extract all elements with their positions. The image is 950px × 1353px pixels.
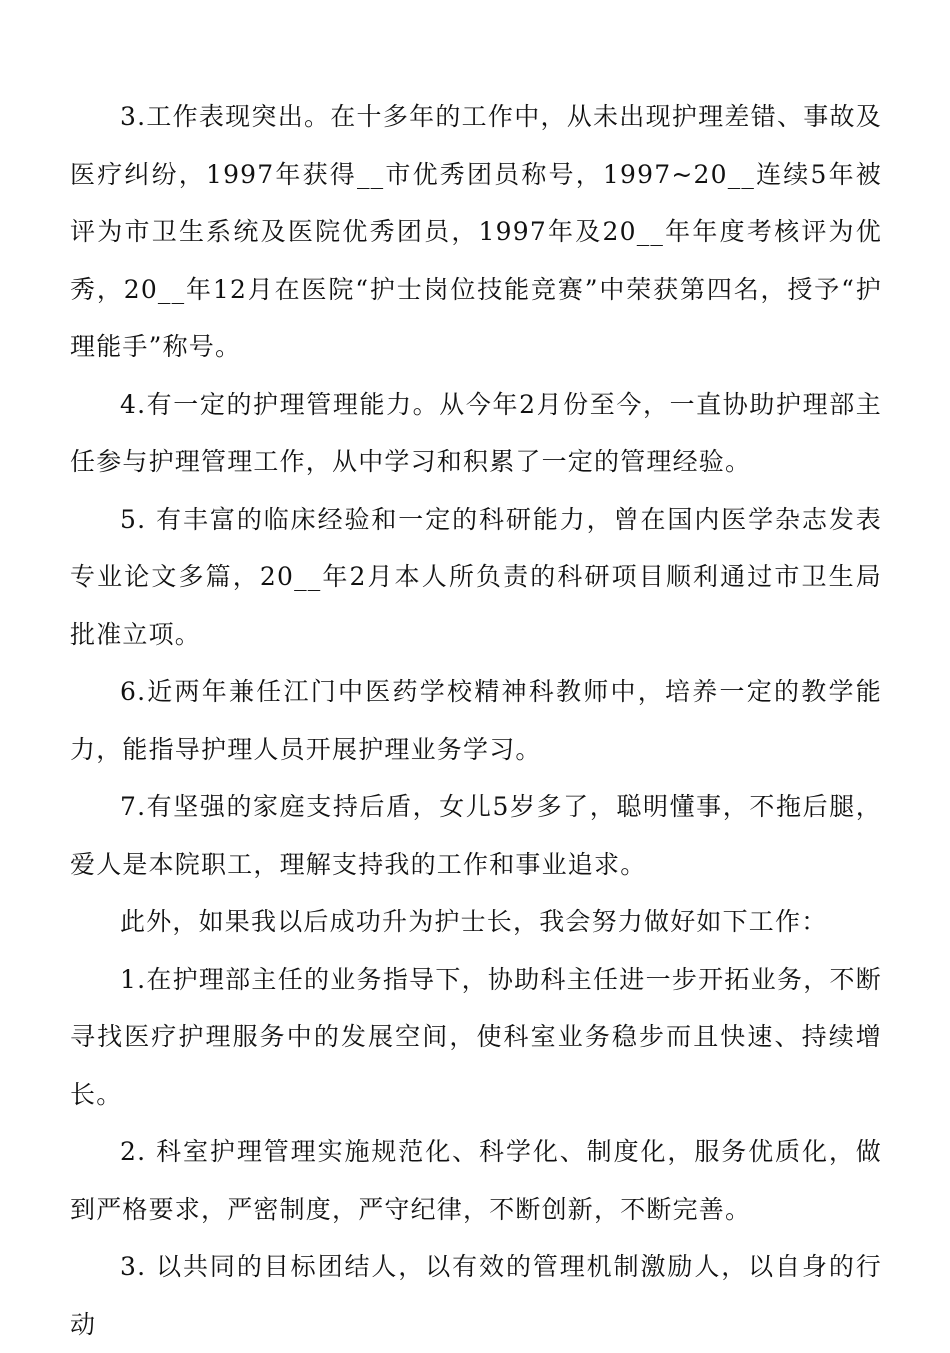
paragraph-management-ability: 4.有一定的护理管理能力。从今年2月份至今，一直协助护理部主任参与护理管理工作，从中学习和积累了一定的管理经验。 [70,389,882,476]
paragraph-plan-item-3: 3. 以共同的目标团结人，以有效的管理机制激励人，以自身的行动 [70,1252,882,1339]
paragraph-achievements: 3.工作表现突出。在十多年的工作中，从未出现护理差错、事故及医疗纠纷，1997年获得__市优秀团员称号，1997~20__连续5年被评为市卫生系统及医院优秀团员，1997年及20__年年度考核评为优秀，20__年12月在医院“护士岗位技能竞赛”中荣获第四名，授予“护理能手”称号。 [70,102,882,361]
paragraph-plan-item-2: 2. 科室护理管理实施规范化、科学化、制度化，服务优质化，做到严格要求，严密制度，严守纪律，不断创新，不断完善。 [70,1137,882,1224]
paragraph-plan-intro: 此外，如果我以后成功升为护士长，我会努力做好如下工作： [120,907,828,936]
paragraph-family-support: 7.有坚强的家庭支持后盾，女儿5岁多了，聪明懂事，不拖后腿，爱人是本院职工，理解支持我的工作和事业追求。 [70,792,882,879]
paragraph-plan-item-1: 1.在护理部主任的业务指导下，协助科主任进一步开拓业务，不断寻找医疗护理服务中的发展空间，使科室业务稳步而且快速、持续增长。 [70,964,882,1109]
paragraph-teaching-ability: 6.近两年兼任江门中医药学校精神科教师中，培养一定的教学能力，能指导护理人员开展护理业务学习。 [70,677,882,764]
paragraph-research-ability: 5. 有丰富的临床经验和一定的科研能力，曾在国内医学杂志发表专业论文多篇，20__年2月本人所负责的科研项目顺利通过市卫生局批准立项。 [70,504,882,649]
document-body [70,88,882,1353]
